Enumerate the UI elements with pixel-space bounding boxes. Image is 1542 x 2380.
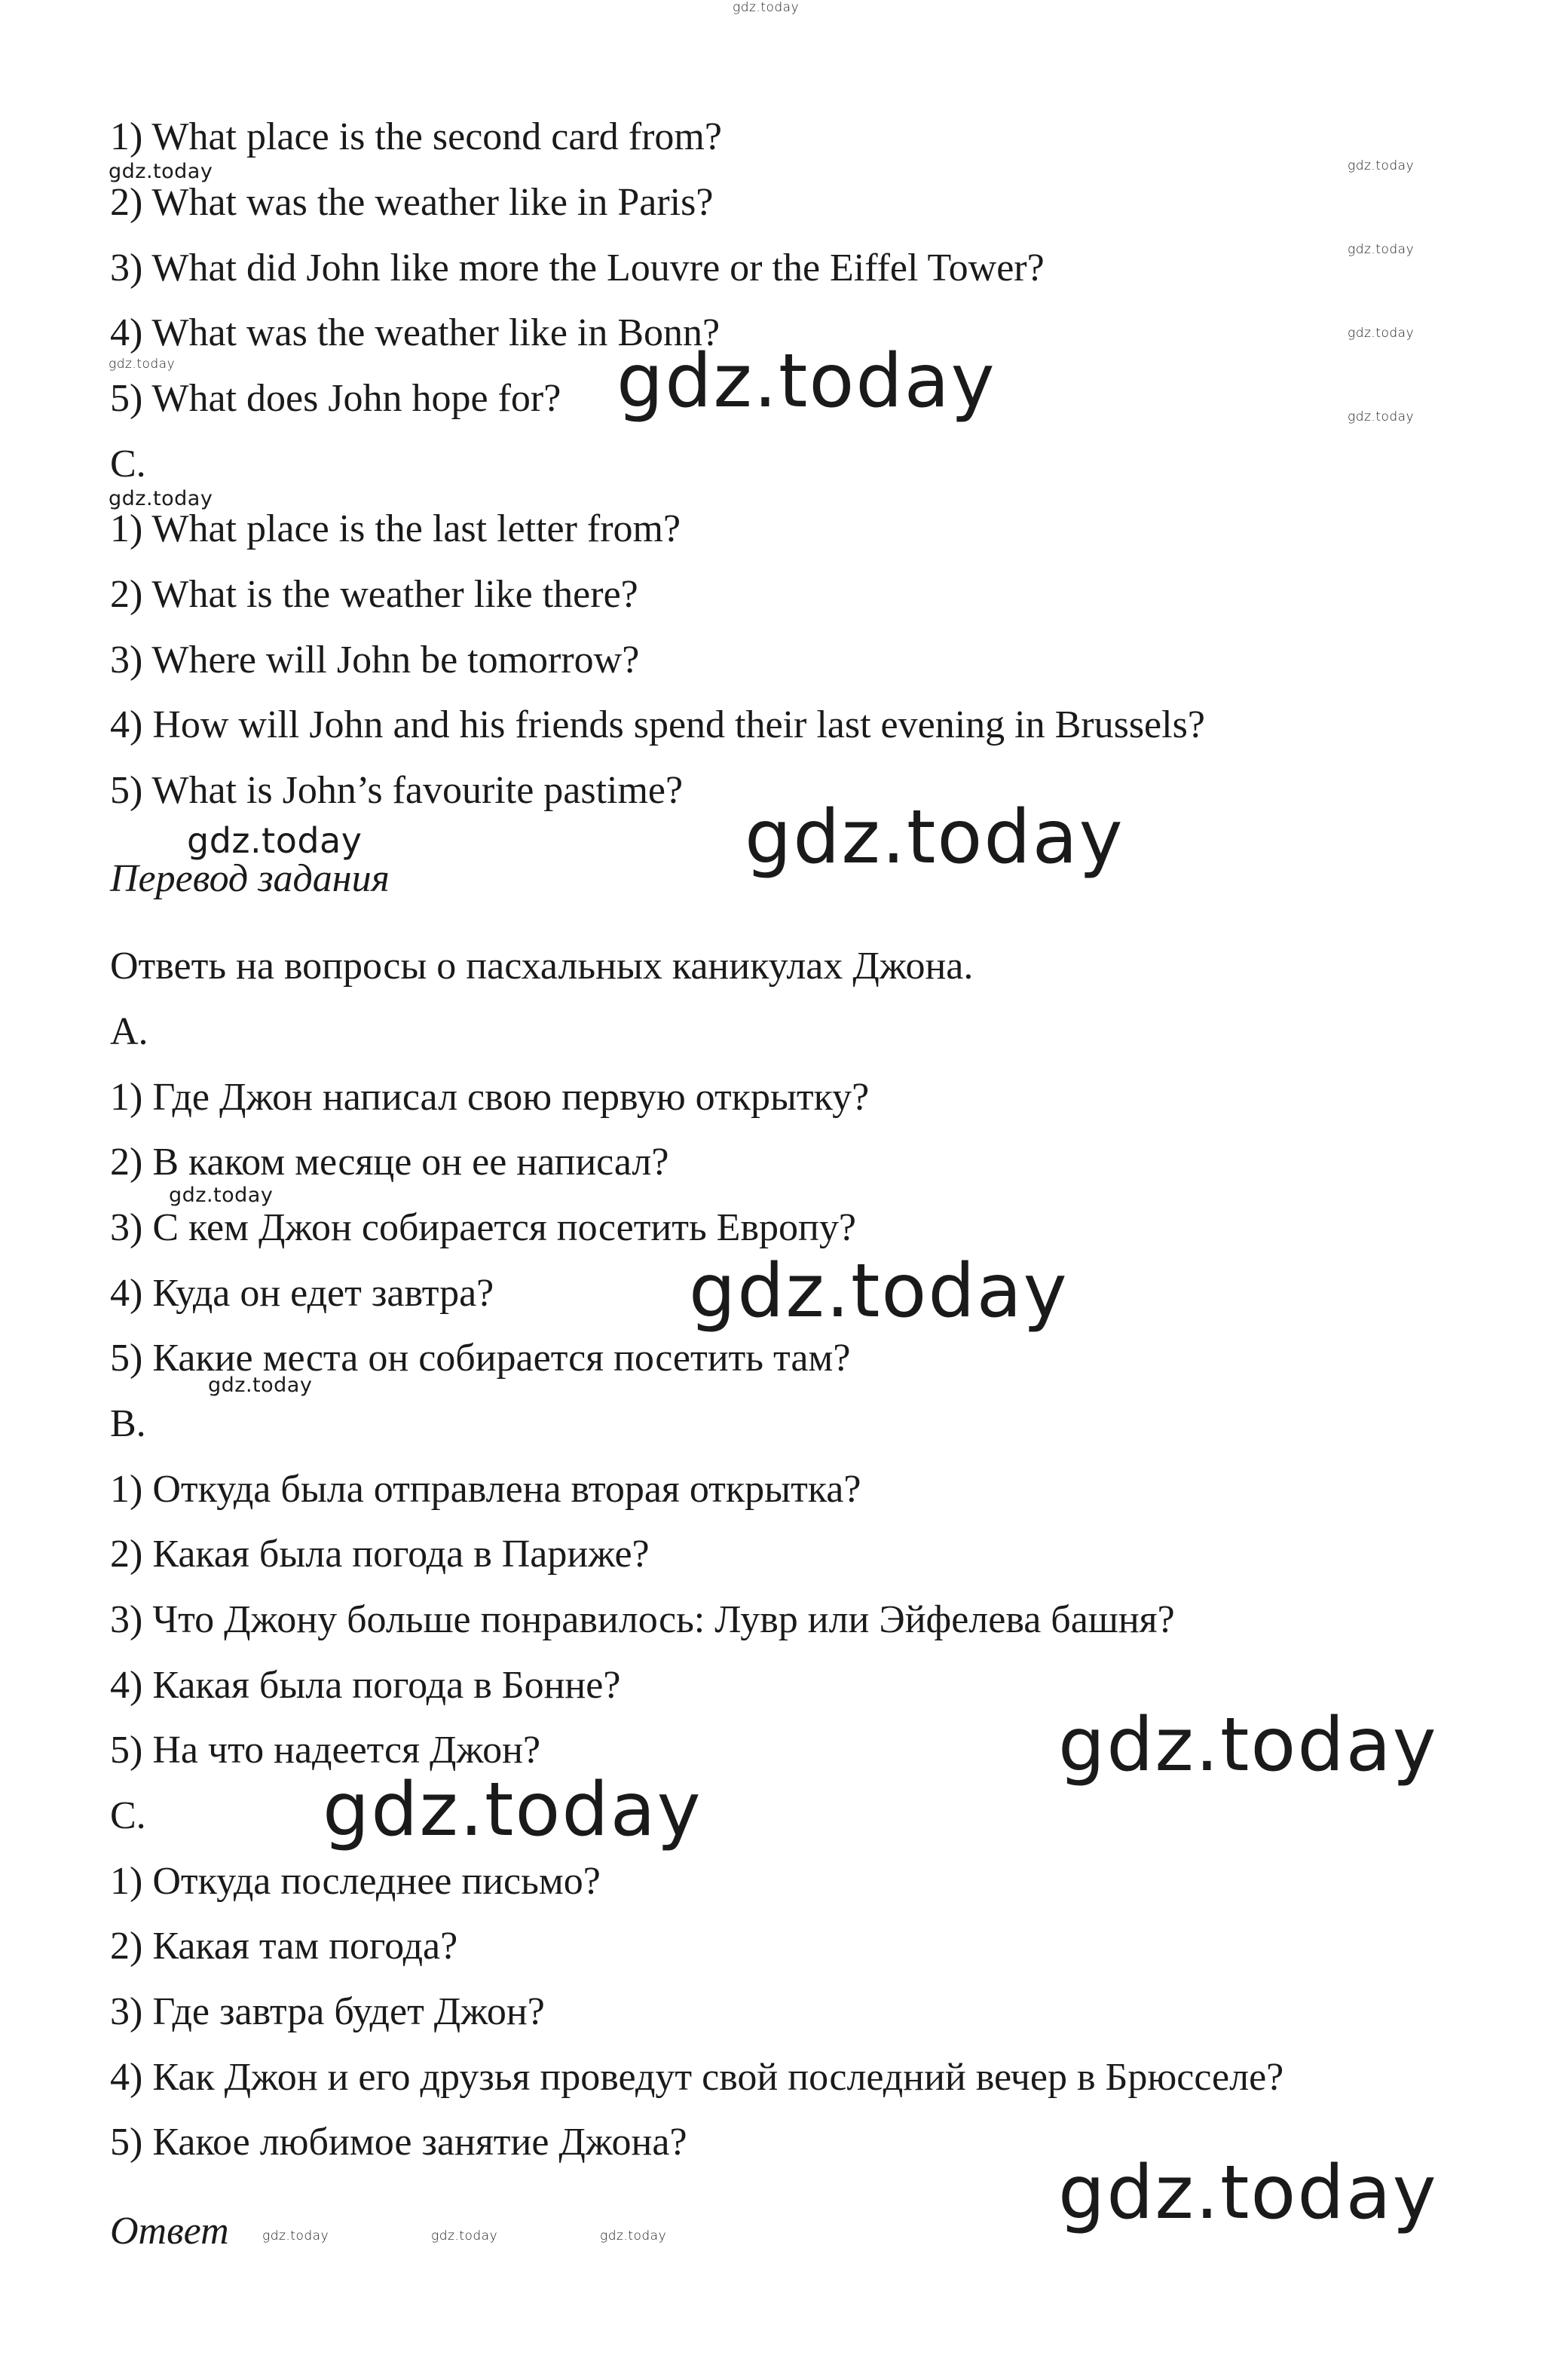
question-line: 3) Где завтра будет Джон?	[110, 1990, 545, 2033]
watermark: gdz.today	[1058, 2150, 1438, 2236]
watermark: gdz.today	[208, 1374, 313, 1397]
question-line: 1) Откуда была отправлена вторая открытка?	[110, 1468, 861, 1511]
question-line: 2) What was the weather like in Paris?	[110, 181, 714, 224]
translation-heading: Перевод задания	[110, 857, 390, 900]
watermark: gdz.today	[689, 1248, 1069, 1334]
question-line: 4) What was the weather like in Bonn?	[110, 311, 721, 354]
watermark: gdz.today	[187, 820, 363, 861]
watermark: gdz.today	[745, 795, 1124, 881]
section-label: C.	[110, 1794, 146, 1837]
watermark: gdz.today	[109, 357, 176, 372]
watermark: gdz.today	[1058, 1702, 1438, 1788]
question-line: 2) Какая была погода в Париже?	[110, 1533, 650, 1576]
watermark: gdz.today	[1348, 158, 1415, 173]
question-line: 5) Какие места он собирается посетить там?	[110, 1337, 851, 1380]
question-line: 1) What place is the last letter from?	[110, 507, 681, 550]
watermark: gdz.today	[109, 160, 213, 183]
question-line: 2) Какая там погода?	[110, 1925, 458, 1968]
question-line: 2) What is the weather like there?	[110, 573, 638, 616]
watermark: gdz.today	[169, 1184, 274, 1207]
watermark: gdz.today	[600, 2228, 667, 2244]
watermark: gdz.today	[323, 1767, 702, 1853]
question-line: 5) На что надеется Джон?	[110, 1729, 541, 1772]
question-line: 5) What is John’s favourite pastime?	[110, 769, 684, 812]
section-label: C.	[110, 443, 146, 485]
question-line: 4) Как Джон и его друзья проведут свой последний вечер в Брюсселе?	[110, 2056, 1284, 2099]
answer-heading: Ответ	[110, 2210, 229, 2253]
watermark: gdz.today	[1348, 409, 1415, 424]
question-line: 3) С кем Джон собирается посетить Европу?	[110, 1206, 856, 1249]
question-line: 5) Какое любимое занятие Джона?	[110, 2121, 687, 2164]
section-label: B.	[110, 1402, 146, 1445]
question-line: 4) Какая была погода в Бонне?	[110, 1664, 621, 1707]
question-line: 3) Что Джону больше понравилось: Лувр или Эйфелева башня?	[110, 1598, 1175, 1641]
watermark: gdz.today	[733, 0, 800, 15]
question-line: 2) В каком месяце он ее написал?	[110, 1141, 669, 1184]
question-line: 4) How will John and his friends spend their last evening in Brussels?	[110, 703, 1205, 746]
watermark: gdz.today	[109, 487, 213, 510]
watermark: gdz.today	[616, 338, 996, 424]
question-line: 1) What place is the second card from?	[110, 115, 722, 158]
watermark: gdz.today	[262, 2228, 329, 2244]
question-line: 1) Где Джон написал свою первую открытку?	[110, 1076, 870, 1119]
watermark: gdz.today	[1348, 242, 1415, 257]
watermark: gdz.today	[431, 2228, 498, 2244]
question-line: 3) What did John like more the Louvre or the Eiffel Tower?	[110, 247, 1045, 289]
question-line: 5) What does John hope for?	[110, 377, 561, 420]
task-intro: Ответь на вопросы о пасхальных каникулах Джона.	[110, 945, 974, 988]
section-label: A.	[110, 1010, 148, 1053]
question-line: 3) Where will John be tomorrow?	[110, 639, 640, 682]
question-line: 1) Откуда последнее письмо?	[110, 1860, 601, 1903]
question-line: 4) Куда он едет завтра?	[110, 1272, 494, 1315]
watermark: gdz.today	[1348, 326, 1415, 341]
